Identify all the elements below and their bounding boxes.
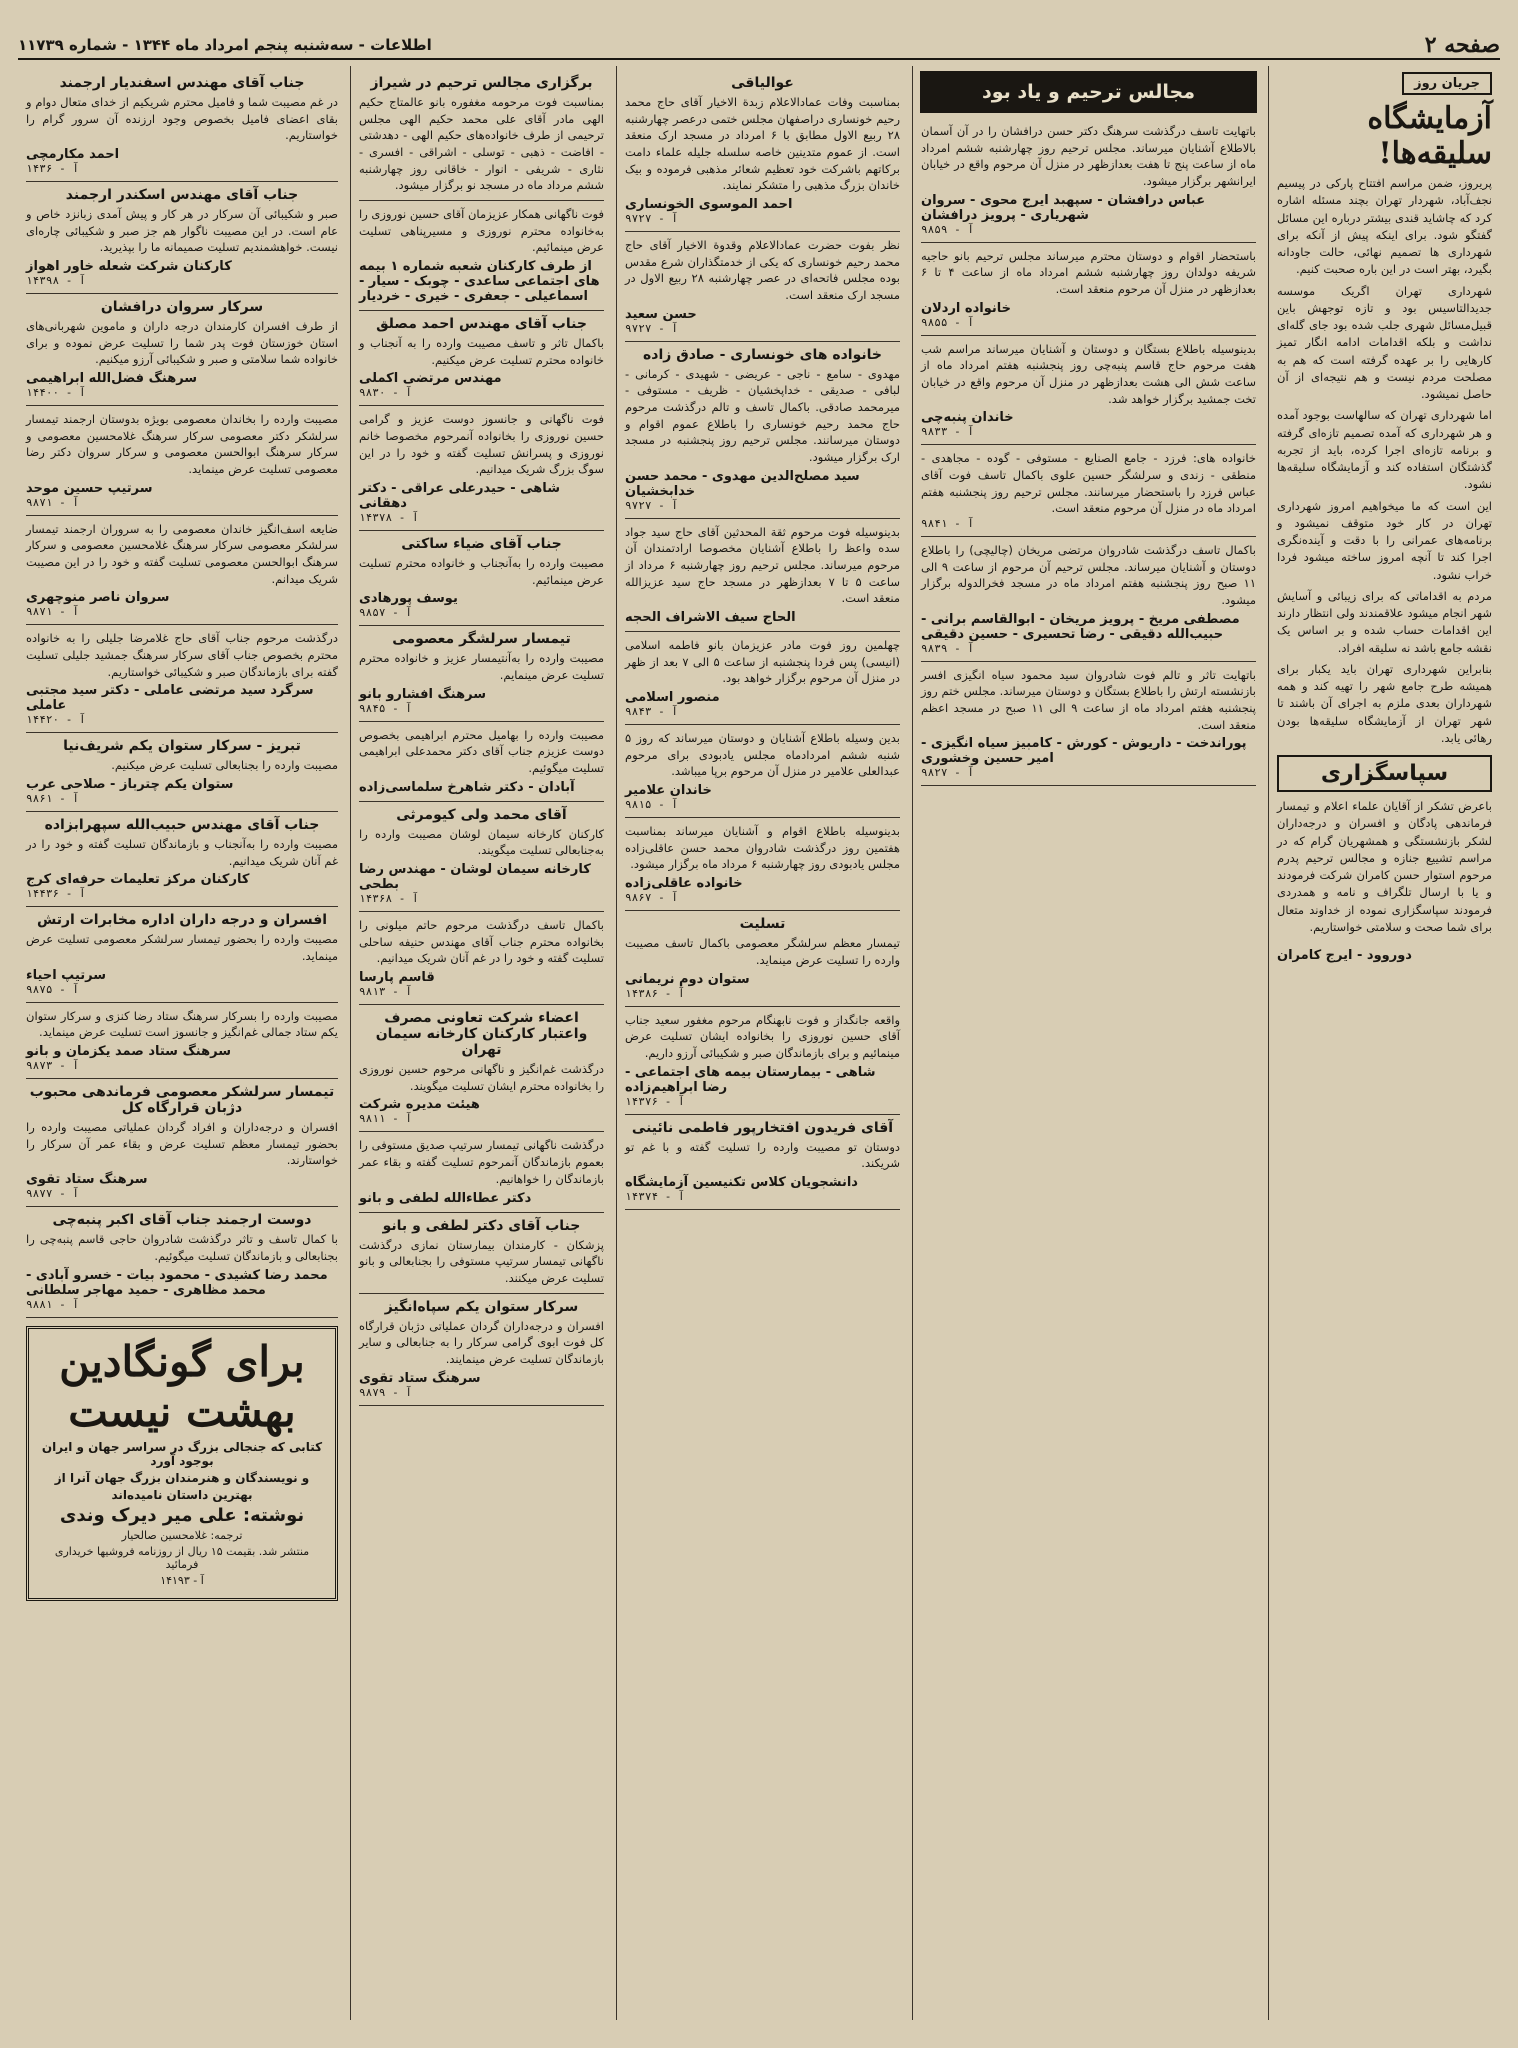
notice-code: آ - ۱۴۳۶۸ [359, 892, 419, 906]
notice-signature: سرهنگ ستاد تقوی [359, 1370, 481, 1386]
editorial-column [1268, 66, 1500, 2020]
notice-title: اعضاء شرکت تعاونی مصرف واعتبار کارکنان کارخانه سیمان تهران [375, 1010, 588, 1059]
notice-block [26, 182, 338, 294]
notice-title: تیمسار سرلشکر معصومی فرماندهی محبوب دژبان قرارگاه کل [29, 1084, 335, 1117]
notice-signature: احمد الموسوی الخونساری [625, 197, 793, 213]
notice-title: تسلیت [739, 916, 786, 933]
notice-block [26, 516, 338, 626]
notice-text: بدینوسیله باطلاع بستگان و دوستان و آشنایان میرساند مراسم شب هفت مرحوم حاج قاسم پنبه‌چی روز پنجشنبه هفتم امرداد ماه از ساعت شش الی هشت بعدازظهر در منزل آن مرحوم واقع در خیابان تخت جمشید برگزار خواهد شد. [921, 341, 1256, 406]
notice-block [359, 531, 604, 626]
notice-code: آ - ۹۸۳۹ [921, 641, 974, 655]
notice-signature: خاندان علامیر [625, 783, 712, 799]
memorial-column-5 [18, 66, 346, 2020]
notice-text: بمناسبت وفات عمادالاعلام زبدة الاخیار آقای حاج محمد رحیم خونساری دراصفهان مجلس ختمی درعصر چهارشنبه ۲۸ ربیع الاول مطابق با ۶ امرداد در مسجد ارک منعقد است. از عموم متدینین خاصه سلسله جلیله علماء دامت برکاتهم باشرکت خود تعظیم شعائر مذهبی فرموده و بیک خاندان بزرگ مذهبی را متشکر نمایند. [625, 95, 900, 193]
memorial-column-3 [616, 66, 908, 2020]
notice-code: آ - ۱۴۳۹۸ [26, 274, 86, 288]
notice-signature: سرتیپ حسین موحد [26, 480, 153, 496]
notice-code: آ - ۹۸۳۰ [359, 386, 412, 400]
notice-signature: شاهی - بیمارستان بیمه های اجتماعی - رضا ابراهیم‌زاده [625, 1064, 876, 1095]
notice-block [26, 812, 338, 907]
notice-signature: آبادان - دکتر شاهرخ سلماسی‌زاده [359, 779, 575, 795]
notice-text: مصیبت وارده را بحضور تیمسار سرلشکر معصومی تسلیت عرض مینماید. [26, 932, 338, 964]
notice-signature: سرهنگ ستاد صمد یکزمان و بانو [26, 1044, 231, 1060]
ad-line: و نویسندگان و هنرمندان بزرگ جهان آنرا از [54, 1471, 310, 1486]
notice-block [26, 733, 338, 812]
notice-signature: ستوان دوم نریمانی [625, 971, 750, 987]
notice-title: جناب آقای ضیاء ساکتی [401, 536, 562, 553]
notice-signature: دانشجویان کلاس تکنیسین آزمایشگاه [625, 1174, 858, 1190]
notice-title: دوست ارجمند جناب آقای اکبر پنبه‌چی [52, 1212, 312, 1229]
notice-text: دوستان تو مصیبت وارده را تسلیت گفته و با غم تو شریکند. [625, 1139, 900, 1171]
notice-title: برگزاری مجالس ترحیم در شیراز [370, 75, 593, 91]
notice-block [26, 294, 338, 406]
notice-signature: هیئت مدیره شرکت [359, 1097, 480, 1113]
notice-signature: از طرف کارکنان شعبه شماره ۱ بیمه های اجتماعی ساعدی - چوبک - سیار - اسماعیلی - جعفری - خیری - خردیار [359, 259, 600, 305]
notice-signature: عباس درافشان - سپهبد ایرج محوی - سروان شهریاری - پرویز درافشان [921, 192, 1206, 223]
notice-text: با کمال تاسف و تاثر درگذشت شادروان حاجی قاسم پنبه‌چی را بجنابعالی و بازماندگان تسلیت میگوئیم. [26, 1232, 338, 1263]
notice-block [26, 1207, 338, 1317]
notice-text: بمناسبت فوت مرحومه مغفوره بانو عالمتاج حکیم الهی مادر آقای علی محمد حکیم الهی مجلس ترحیمی از طرف خانواده‌های حکیم الهی - دهدشتی - افاضت - ذهبی - توسلی - اشراقی - افسری - نثاری - شریفی - انوار - خاقانی روز چهارشنبه ششم مرداد ماه در مسجد نو برگزار میشود. [359, 95, 604, 193]
notice-text: از طرف افسران کارمندان درجه داران و ماموین شهربانی‌های استان خوزستان فوت پدر شما را تسلیت عرض نموده و برای خانواده شما سلامتی و صبر و شکیبائی آرزو میکنیم. [26, 319, 338, 367]
editorial-paragraph: اما شهرداری تهران که سالهاست بوجود آمده و هر شهرداری که آمده تصمیم تازه‌ای گرفته و برنامه تازه‌ای اجرا کرده، باید از تجربه گذشتگان استفاده کند و آزمایشگاه سلیقه‌ها نشود. [1277, 408, 1492, 492]
notice-code: آ - ۹۸۷۱ [26, 495, 79, 509]
notice-block [625, 818, 900, 911]
notice-block [26, 1003, 338, 1079]
notice-signature: یوسف پورهادی [359, 591, 458, 607]
notice-code: آ - ۱۴۳۶ [26, 162, 79, 176]
notice-block [625, 1007, 900, 1115]
notice-text: باستحضار اقوام و دوستان محترم میرساند مجلس ترحیم بانو حاجیه شریفه دولدان روز چهارشنبه ششم امرداد ماه از ساعت ۴ تا ۶ بعدازظهر در منزل آن مرحوم منعقد است. [921, 248, 1256, 297]
notice-block [26, 625, 338, 733]
notice-title: جناب آقای دکتر لطفی و بانو [382, 1217, 581, 1234]
notice-text: باکمال تاسف درگذشت مرحوم حاتم میلونی را بخانواده محترم جناب آقای مهندس حنیفه ساحلی تسلیت گفته و خود را در غم آنان شریک میدانیم. [359, 918, 604, 966]
notice-text: بدینوسیله باطلاع اقوام و آشنایان میرساند بمناسبت هفتمین روز درگذشت شادروان محمد حسن عاقلی‌زاده مجلس یادبودی روز چهارشنبه ۶ مرداد ماه برگزار میشود. [625, 824, 900, 872]
editorial-paragraph: بنابراین شهرداری تهران باید یکبار برای همیشه طرح جامع شهر را تهیه کند و همه شهرداران بعدی ملزم به اجرای آن باشند تا شهر تهران از آزمایشگاه سلیقه‌ها بودن رهائی یابد. [1277, 661, 1492, 745]
notice-text: درگذشت ناگهانی تیمسار سرتیپ صدیق مستوفی را بعموم بازماندگان آنمرحوم تسلیت گفته و بقاء عمر بازماندگان را خواهانیم. [359, 1138, 604, 1186]
notice-title: جناب آقای مهندس حبیب‌الله سپهرابزاده [44, 817, 320, 834]
notice-text: باکمال تاثر و تاسف مصیبت وارده را به آنجناب و خانواده محترم تسلیت عرض میکنیم. [359, 336, 604, 367]
notice-code: آ - ۱۴۴۲۰ [26, 713, 86, 727]
notice-code: آ - ۹۸۷۹ [359, 1385, 412, 1399]
notice-text: مصیبت وارده را بسرکار سرهنگ ستاد رضا کنزی و سرکار ستوان یکم ستاد جمالی غم‌انگیز و جانسوز است تسلیت عرض مینماید. [26, 1008, 338, 1040]
ad-line: کتابی که جنجالی بزرگ در سراسر جهان و ایران بوجود آورد [41, 1440, 323, 1469]
thanks-text: باعرض تشکر از آقایان علماء اعلام و تیمسار فرماندهی پادگان و افسران و درجه‌داران لشکر بازنشستگی و همشهریان گرام که در مراسم تشییع جنازه و مجالس ترحیم پدرم مرحوم استوار حسن کامران شرکت فرمودند و یا با ارسال تلگراف و نامه و همدردی فرمودند سپاسگزاری نموده از خداوند متعال برای شما صحت و سلامتی خواستاریم. [1277, 799, 1492, 934]
notice-code: آ - ۹۸۱۵ [625, 798, 678, 812]
ad-author: نوشته: علی میر دیرک وندی [59, 1505, 305, 1527]
notice-code: آ - ۹۷۲۷ [625, 212, 678, 226]
notice-block [359, 1213, 604, 1294]
notice-code: آ - ۹۸۳۳ [921, 425, 974, 439]
notice-text: مصیبت وارده را بخاندان معصومی بویژه بدوستان ارجمند تیمسار سرلشکر دکتر معصومی سرکار سرهنگ غلامحسین معصومی و سرکار سرهنگ ابوالحسن معصومی و سرکار سروان دکتر رضا معصومی تسلیت عرض مینماید. [26, 412, 338, 477]
notice-text: درگذشت غم‌انگیز و ناگهانی مرحوم حسین نوروزی را بخانواده محترم ایشان تسلیت میگویند. [359, 1062, 604, 1093]
notice-block [359, 311, 604, 406]
notice-code: آ - ۹۸۶۷ [625, 891, 678, 905]
notice-text: درگذشت مرحوم جناب آقای حاج غلامرضا جلیلی را به خانواده محترم بخصوص جناب آقای سرکار سرهنگ جمشید جلیلی تسلیت گفته برای بازماندگان صبر و شکیبائی خواستاریم. [26, 631, 338, 679]
notice-signature: پوراندخت - داریوش - کورش - کامبیز سیاه انگیزی - امیر حسین وخشوری [921, 736, 1247, 767]
notice-block [26, 907, 338, 1002]
notice-signature: قاسم پارسا [359, 970, 435, 986]
notice-block [359, 912, 604, 1005]
notice-block [921, 445, 1256, 537]
book-advertisement [26, 1326, 338, 1602]
notice-block [26, 70, 338, 182]
notice-code: آ - ۹۸۱۳ [359, 985, 412, 999]
ad-translator: ترجمه: غلامحسین صالحیار [121, 1529, 243, 1543]
notice-text: باتهایت تاثر و تالم فوت شادروان سید محمود سیاه انگیزی افسر بازنشسته ارتش را باطلاع بستگان و دوستان میرساند. مجلس ختم روز پنجشنبه هفتم امرداد ماه از ساعت ۹ الی ۱۱ صبح در مسجد اعظم منعقد است. [921, 667, 1256, 732]
notice-text: مصیبت وارده را به‌آنتیمسار عزیز و خانواده محترم تسلیت عرض مینمایم. [359, 651, 604, 683]
notice-block [359, 1005, 604, 1132]
notice-code: آ - ۹۸۱۱ [359, 1112, 412, 1126]
notice-title: تیمسار سرلشگر معصومی [392, 631, 571, 648]
notice-code: آ - ۹۸۴۳ [625, 705, 678, 719]
notice-signature: کارخانه سیمان لوشان - مهندس رضا بطحی [359, 862, 591, 893]
notice-signature: احمد مکارمچی [26, 147, 120, 163]
notice-title: آقای فریدون افتخارپور فاطمی نائینی [631, 1119, 894, 1136]
notice-signature: سرهنگ فضل‌الله ابراهیمی [26, 371, 198, 387]
notice-text: کارکنان کارخانه سیمان لوشان مصیبت وارده را به‌جنابعالی تسلیت میگویند. [359, 826, 604, 858]
memorial-column-2 [912, 66, 1264, 2020]
notice-signature: سید مصلح‌الدین مهدوی - محمد حسن خدابخشیان [625, 468, 860, 499]
notice-title: جناب آقای مهندس اسفندیار ارجمند [59, 75, 305, 91]
notice-block [625, 911, 900, 1006]
notice-block [359, 626, 604, 721]
thanks-banner: سپاسگزاری [1277, 755, 1492, 792]
notice-signature: خاندان پنبه‌چی [921, 410, 1014, 426]
notice-block [359, 722, 604, 802]
notice-text: باتهایت تاسف درگذشت سرهنگ دکتر حسن درافشان را در آن آسمان بالاطلاع آشنایان میرساند. مجلس ترحیم روز چهارشنبه ششم امرداد ماه از ساعت پنج تا هفت بعدازظهر در منزل آن مرحوم واقع در خیابان ایرانشهر برگزار میشود. [921, 124, 1256, 189]
notice-block [359, 201, 604, 311]
ad-code: آ - ۱۴۱۹۳ [160, 1574, 204, 1588]
notice-code: آ - ۱۴۳۷۶ [625, 1094, 685, 1108]
notice-title: عوالیاقی [731, 75, 794, 91]
notice-code: آ - ۹۸۵۷ [359, 606, 412, 620]
notice-signature: سرتیپ احیاء [26, 967, 107, 983]
memorial-notices [625, 70, 900, 1210]
notice-code: آ - ۱۴۴۰۰ [26, 386, 86, 400]
notice-block [26, 406, 338, 516]
notice-text: مصیبت وارده را به‌آنجناب و بازماندگان تسلیت گفته و خود را در غم آنان شریک میدانیم. [26, 837, 338, 868]
notice-text: صبر و شکیبائی آن سرکار در هر کار و پیش آمدی زبانزد خاص و عام است. در این مصیبت ناگوار هم جز صبر و شکیبائی چاره‌ای نیست. خواهشمندیم تسلیت صمیمانه ما را بپذیرید. [26, 207, 338, 255]
notice-code: آ - ۹۸۷۱ [26, 605, 79, 619]
notice-code: آ - ۹۸۷۵ [26, 982, 79, 996]
notice-text: فوت ناگهانی و جانسوز دوست عزیز و گرامی حسین نوروزی را بخانواده آنمرحوم مخصوصا خانم نوروزی و پسرانش تسلیت گفته و خود را در این سوگ بزرگ شریک میدانیم. [359, 412, 604, 477]
notice-signature: دکتر عطاءالله لطفی و بانو [359, 1190, 532, 1206]
notice-title: تبریز - سرکار ستوان یکم شریف‌نیا [63, 738, 301, 755]
notice-text: در غم مصیبت شما و فامیل محترم شریکیم از خدای متعال دوام و بقای اعضای فامیل بخصوص وجود ارزنده آن سرور گرام را خواستاریم. [26, 95, 338, 143]
notice-signature: خانواده اردلان [921, 300, 1011, 316]
notice-text: چهلمین روز فوت مادر عزیزمان بانو فاطمه اسلامی (انیسی) پس فردا پنجشنبه از ساعت ۵ الی ۷ بعد از ظهر در منزل آن مرحوم برگزار خواهد بود. [625, 638, 900, 686]
notice-block [625, 632, 900, 725]
notice-text: افسران و درجه‌داران گردان عملیاتی دژبان قرارگاه کل فوت ابوی گرامی سرکار را به جنابعالی و سایر بازماندگان تسلیت عرض مینمایند. [359, 1318, 604, 1366]
thanks-notice [1277, 798, 1492, 969]
notice-block [921, 243, 1256, 336]
notice-text: بدینوسیله فوت مرحوم ثقة المحدثین آقای حاج سید جواد سده واعظ را باطلاع آشنایان مخصوصا ارادتمندان آن مرحوم میرساند. مجلس ترحیم روز چهارشنبه ۶ مرداد از ساعت ۵ تا ۷ بعدازظهر در مسجد حاج سید عزیزالله منعقد است. [625, 524, 900, 606]
notice-signature: سروان ناصر منوچهری [26, 590, 170, 606]
notice-code: آ - ۹۸۴۵ [359, 701, 412, 715]
notice-text: خانواده های: فرزد - جامع الصنایع - مستوفی - گوده - مجاهدی - منطقی - زندی و سرلشگر حسین علوی باکمال تاسف فوت آقای عباس فرزد را باستحضار میرسانند. مجلس ترحیم روز پنجشنبه هفتم امرداد ماه در منزل آن مرحوم منعقد است. [921, 451, 1256, 516]
page-header [18, 32, 1500, 60]
ad-title: برای گونگادین بهشت نیست [59, 1336, 305, 1436]
notice-signature: سرگرد سید مرتضی عاملی - دکتر سید مجتبی عاملی [26, 683, 314, 714]
notice-code: آ - ۱۴۳۸۶ [625, 986, 685, 1000]
notice-signature: کارکنان شرکت شعله خاور اهواز [26, 259, 232, 275]
notice-signature: مهندس مرتضی اکملی [359, 371, 502, 387]
notice-block [359, 1294, 604, 1406]
notice-block [359, 406, 604, 531]
notice-text: نظر بفوت حضرت عمادالاعلام وقدوة الاخیار آقای حاج محمد رحیم خونساری که یکی از خدمتگذاران شرع مقدس بوده مجلس فاتحه‌ای در عصر چهارشنبه ۲۸ ربیع الاول در مسجد ارک منعقد است. [625, 238, 900, 303]
notice-block [359, 1132, 604, 1212]
notice-code: آ - ۹۸۶۱ [26, 792, 79, 806]
editorial-paragraph: شهرداری تهران اگر‌یک موسسه جدید‌التاسیس بود و تازه توجهش باین قبیل‌مسائل شهری جلب شده بود جای گله‌ای نداشت و بلکه اقدامات ادامه انگار تمیز کارهایی را بر عهده گرفته است که هم به مصلحت مردم نیست و هم نتیجه‌ای از آن حاصل نمیشود. [1277, 283, 1492, 401]
editorial-body [1277, 175, 1492, 747]
notice-signature: خانواده عاقلی‌زاده [625, 876, 743, 892]
notice-block [26, 1079, 338, 1207]
ad-line: بهترین داستان نامیده‌اند [111, 1488, 253, 1503]
notice-block [921, 662, 1256, 787]
notice-text: مصیبت وارده را به‌آنجناب و خانواده محترم تسلیت عرض مینمائیم. [359, 556, 604, 587]
notice-code: آ - ۹۷۲۷ [625, 498, 678, 512]
notice-signature: کارکنان مرکز تعلیمات حرفه‌ای کرج [26, 872, 250, 888]
notice-title: خانواده های خونساری - صادق زاده [643, 346, 882, 363]
notice-block [625, 342, 900, 519]
notice-title: سرکار سروان درافشان [100, 299, 264, 316]
notice-signature: شاهی - حیدرعلی عراقی - دکتر دهقانی [359, 481, 560, 512]
memorial-banner: مجالس ترحیم و یاد بود [921, 72, 1256, 112]
notice-text: فوت ناگهانی همکار عزیزمان آقای حسین نوروزی را به‌خانواده محترم نوروزی و مسیرپناهی تسلیت عرض مینمائیم. [359, 207, 604, 255]
notice-text: مصیبت وارده را بهامیل محترم ابراهیمی بخصوص دوست عزیزم جناب آقای دکتر محمدعلی ابراهیمی تسلیت میگوئیم. [359, 727, 604, 776]
notice-code: آ - ۹۸۲۷ [921, 766, 974, 780]
notice-signature: سرهنگ ستاد تقوی [26, 1172, 148, 1188]
notice-signature: مصطفی مریخ - پرویز مریخان - ابوالقاسم برانی - حبیب‌الله دقیقی - رضا تحسیری - حسین دقیقی [921, 611, 1240, 642]
notice-title: آقای محمد ولی کیومرثی [396, 806, 567, 823]
notice-text: ضایعه اسف‌انگیز خاندان معصومی را به سروران ارجمند تیمسار سرلشکر معصومی سرکار سرهنگ غلامحسین معصومی و سرکار سرهنگ ابوالحسن معصومی تسلیت گفته و خود را در این مصیبت شریک میدانم. [26, 521, 338, 586]
notice-title: افسران و درجه داران اداره مخابرات ارتش [36, 912, 328, 929]
dateline: اطلاعات - سه‌شنبه پنجم امرداد ماه ۱۳۴۴ - شماره ۱۱۷۳۹ [18, 36, 432, 54]
memorial-notices [921, 118, 1256, 786]
notice-code: آ - ۹۸۵۵ [921, 315, 974, 329]
notice-block [625, 70, 900, 232]
notice-signature: سرهنگ افشارو بانو [359, 686, 486, 702]
notice-signature: محمد رضا کشیدی - محمود بیات - خسرو آبادی - محمد مظاهری - حمید مهاجر سلطانی [26, 1267, 328, 1298]
editorial-paragraph: مردم به اقداماتی که برای زیبائی و آسایش شهر انجام میشود علاقمندند ولی انتظار دارند این اقدامات حساب شده و بر اساس یک نقشه جامع باشد نه سلیقه افراد. [1277, 588, 1492, 655]
memorial-column-4 [350, 66, 612, 2020]
ad-footer: منتشر شد. بقیمت ۱۵ ریال از روزنامه فروشیها خریداری فرمائید [54, 1545, 310, 1572]
notice-signature: حسن سعید [625, 306, 697, 322]
page-number: صفحه ۲ [1424, 32, 1500, 58]
notice-signature: منصور اسلامی [625, 690, 720, 706]
notice-code: آ - ۹۸۵۹ [921, 222, 974, 236]
notice-code: آ - ۹۸۸۱ [26, 1297, 79, 1311]
column-tag: جریان روز [1402, 72, 1492, 95]
notice-text: پزشکان - کارمندان بیمارستان نمازی درگذشت ناگهانی تیمسار سرتیپ مستوفی را بجنابعالی و بانو تسلیت عرض میکنند. [359, 1237, 604, 1285]
notice-block [625, 519, 900, 632]
notice-block [359, 802, 604, 912]
notice-block [625, 725, 900, 818]
notice-code: آ - ۱۴۳۷۸ [359, 511, 419, 525]
notice-code: آ - ۱۴۳۷۴ [625, 1189, 685, 1203]
notice-text: مهدوی - سامع - ناجی - عریضی - شهیدی - کرمانی - لبافی - صدیقی - خداپخشیان - ظریف - مستوفی - میرمحمد صادقی. باکمال تاسف و تالم درگذشت مرحوم حاج محمد رحیم خونساری را باطلاع عموم اقوام و دوستان میرسانند. مجلس ترحیم روز پنجشنبه در مسجد ارک برگزار میشود. [625, 366, 900, 465]
notice-code: آ - ۱۴۴۳۶ [26, 887, 86, 901]
notice-text: واقعه جانگداز و فوت نابهنگام مرحوم مغفور سعید جناب آقای حسین نوروزی را بخانواده ایشان تسلیت عرض مینمائیم و برای بازماندگان صبر و شکیبائی آرزو داریم. [625, 1012, 900, 1060]
notice-signature: ستوان یکم چترباز - صلاحی عرب [26, 777, 234, 793]
notice-code: آ - ۹۷۲۷ [625, 321, 678, 335]
thanks-signature: دوروود - ایرج کامران [1277, 948, 1412, 963]
notice-block [359, 70, 604, 201]
notice-title: سرکار ستوان یکم سپاه‌انگیز [384, 1298, 579, 1315]
notice-text: باکمال تاسف درگذشت شادروان مرتضی مریخان (چالیچی) را باطلاع دوستان و آشنایان میرساند. مجلس ترحیم آن مرحوم از ساعت ۹ الی ۱۱ صبح روز پنجشنبه هفتم امرداد ماه در مسجد فخرالدوله برگزار میشود. [921, 543, 1256, 608]
notice-text: افسران و درجه‌داران و افراد گردان عملیاتی مصیبت وارده را بحضور تیمسار معظم تسلیت عرض و بقاء عمر آن سرکار را خواستارند. [26, 1120, 338, 1168]
editorial-headline: آزمایشگاه سلیقه‌ها! [1367, 101, 1492, 171]
notice-block [921, 118, 1256, 243]
notice-title: جناب آقای مهندس احمد مصلق [376, 316, 587, 333]
notice-block [921, 537, 1256, 662]
notice-code: آ - ۹۸۷۳ [26, 1059, 79, 1073]
condolence-notices [26, 70, 338, 1318]
editorial-paragraph: این است که ما میخواهیم امروز شهرداری تهران در کار خود متوقف نمیشود و برنامه‌های عمرانی را با دقت و آینده‌نگری اجرا کند تا آنچه امروز ساخته میشود فردا خراب نشود. [1277, 498, 1492, 582]
notice-text: بدین وسیله باطلاع آشنایان و دوستان میرساند که روز ۵ شنبه ششم امردادماه مجلس یادبودی برای مرحوم عبدالعلی علامیر در منزل آن مرحوم برپا میباشد. [625, 731, 900, 779]
notice-block [625, 232, 900, 342]
notice-text: تیمسار معظم سرلشگر معصومی باکمال تاسف مصیبت وارده را تسلیت عرض مینماید. [625, 936, 900, 967]
notice-code: آ - ۹۸۴۱ [921, 517, 974, 531]
editorial-paragraph: پریروز، ضمن مراسم افتتاح پارکی در پیسیم نجف‌آباد، شهردار تهران بچند مسئله اشاره کرد که چاشاید قندی بیشتر درباره این مسائل گفتگو شود. برای اینکه پیش از آنکه برای شهرداری ها تصمیم نهائی، حالت جاودانه بگیرد، بهتر است در این باره صحبت کنیم. [1277, 176, 1492, 277]
notice-block [625, 1115, 900, 1210]
notice-code: آ - ۹۸۷۷ [26, 1187, 79, 1201]
notice-signature: الحاج سیف الاشراف الحجه [625, 610, 796, 626]
notice-block [921, 336, 1256, 446]
notice-title: جناب آقای مهندس اسکندر ارجمند [65, 187, 299, 204]
notice-text: مصیبت وارده را بجنابعالی تسلیت عرض میکنیم. [111, 758, 338, 773]
memorial-notices [359, 70, 604, 1406]
